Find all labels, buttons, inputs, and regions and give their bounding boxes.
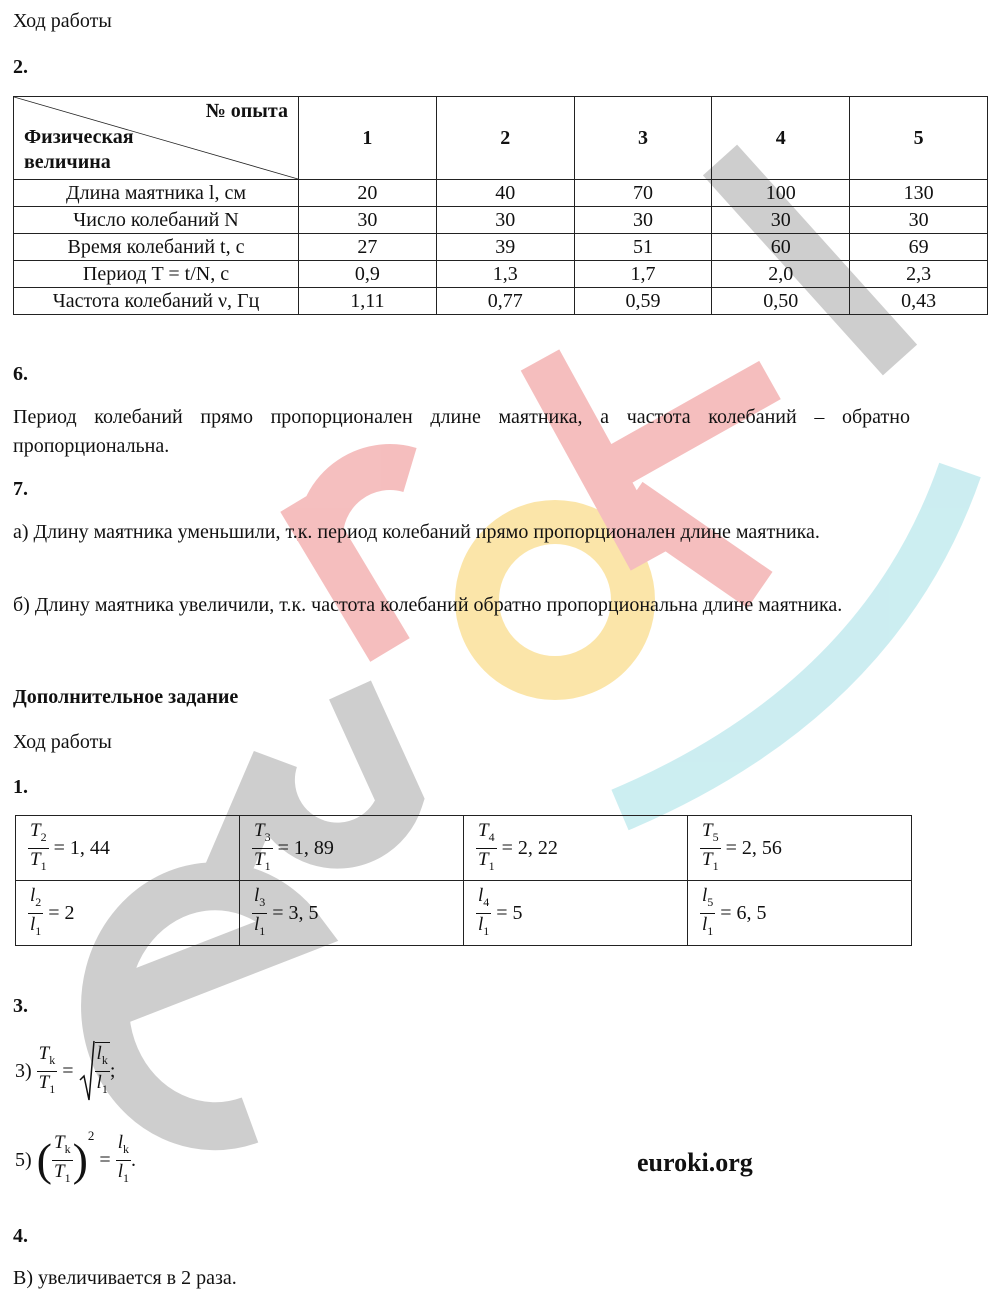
column-header: 5: [850, 97, 988, 180]
equals-sign: =: [99, 1148, 111, 1171]
column-header: 1: [299, 97, 437, 180]
ratio-cell: [464, 816, 688, 881]
equals-sign: =: [62, 1059, 74, 1082]
table-cell: 0,50: [712, 288, 850, 315]
item-number-2: 2.: [13, 56, 28, 78]
answer-4: В) увеличивается в 2 раза.: [13, 1267, 237, 1289]
exponent: 2: [87, 1128, 95, 1143]
ratio-value: = 1, 89: [277, 836, 334, 859]
fraction: $\frac{l_2}{l_1}$: [30, 884, 42, 938]
ratio-cell: [464, 881, 688, 946]
ratio-value: = 2, 56: [725, 836, 782, 859]
section7-answer-b: б) Длину маятника увеличили, т.к. частота колебаний обратно пропорциональна длине маятника.: [13, 594, 843, 616]
ratio-table: [15, 815, 912, 946]
fraction: $\frac{T_k}{T_1}$: [38, 1042, 56, 1096]
item-number-6: 6.: [13, 363, 28, 385]
site-label: euroki.org: [637, 1148, 753, 1177]
ratio-cell: [240, 881, 464, 946]
column-header: 2: [436, 97, 574, 180]
ratio-cell: [16, 881, 240, 946]
section7-answer-a: а) Длину маятника уменьшили, т.к. период колебаний прямо пропорционален длине маятника.: [13, 521, 820, 543]
table-cell: 39: [436, 234, 574, 261]
extra-work-title: Ход работы: [13, 731, 112, 753]
fraction: $\frac{T_3}{T_1}$: [254, 819, 271, 873]
row-label: Время колебаний t, с: [14, 234, 299, 261]
formula-3: [15, 1040, 115, 1102]
table-cell: 1,7: [574, 261, 712, 288]
table-cell: 1,3: [436, 261, 574, 288]
results-table: [13, 96, 988, 315]
ratio-cell: [240, 816, 464, 881]
row-label: Число колебаний N: [14, 207, 299, 234]
table-cell: 0,9: [299, 261, 437, 288]
table-header-row: [14, 97, 988, 180]
table-cell: 27: [299, 234, 437, 261]
table-cell: 30: [299, 207, 437, 234]
table-row: [14, 288, 988, 315]
header-quantity-label: [24, 125, 134, 175]
row-label: Частота колебаний ν, Гц: [14, 288, 299, 315]
fraction: $\frac{T_4}{T_1}$: [478, 819, 495, 873]
ratio-value: = 3, 5: [272, 901, 319, 924]
fraction: $\frac{l_3}{l_1}$: [254, 884, 266, 938]
left-paren: (: [36, 1134, 52, 1186]
table-cell: 100: [712, 180, 850, 207]
table-cell: 20: [299, 180, 437, 207]
table-cell: 30: [574, 207, 712, 234]
table-cell: 2,3: [850, 261, 988, 288]
column-header: 4: [712, 97, 850, 180]
header-experiment-label: № опыта: [205, 100, 288, 122]
fraction: $\frac{T_2}{T_1}$: [30, 819, 47, 873]
item-number-4: 4.: [13, 1225, 28, 1247]
table-row: [14, 234, 988, 261]
fraction: $\frac{l_k}{l_1}$: [117, 1132, 129, 1185]
row-label: Длина маятника l, см: [14, 180, 299, 207]
square-root: [79, 1040, 110, 1102]
column-header: 3: [574, 97, 712, 180]
table-cell: 30: [436, 207, 574, 234]
table-cell: 30: [850, 207, 988, 234]
ratio-value: = 5: [496, 901, 523, 924]
table-row: [14, 180, 988, 207]
formula-3-label: 3): [15, 1059, 32, 1082]
ratio-cell: [688, 881, 912, 946]
right-paren: ): [72, 1134, 88, 1186]
table-cell: 40: [436, 180, 574, 207]
ratio-value: = 2: [48, 901, 75, 924]
fraction: $\frac{l_4}{l_1}$: [478, 884, 490, 938]
table-cell: 0,43: [850, 288, 988, 315]
item-number-1: 1.: [13, 776, 28, 798]
ratio-value: = 1, 44: [53, 836, 110, 859]
table-row: [16, 881, 912, 946]
radical-sign: [79, 1040, 95, 1102]
item-number-3: 3.: [13, 995, 28, 1017]
table-row: [16, 816, 912, 881]
ratio-value: = 2, 22: [501, 836, 558, 859]
fraction: $\frac{l_k}{l_1}$: [95, 1042, 110, 1100]
period: .: [130, 1148, 136, 1171]
fraction: $\frac{l_5}{l_1}$: [702, 884, 714, 938]
table-row: [14, 207, 988, 234]
header-quantity-line2: величина: [24, 151, 111, 173]
ratio-cell: [16, 816, 240, 881]
table-cell: 130: [850, 180, 988, 207]
table-cell: 69: [850, 234, 988, 261]
formula-5-label: 5): [15, 1148, 32, 1171]
extra-task-title: Дополнительное задание: [13, 686, 239, 708]
semicolon: ;: [109, 1059, 116, 1082]
item-number-7: 7.: [13, 478, 28, 500]
fraction: $\frac{T_k}{T_1}$: [54, 1132, 71, 1185]
table-cell: 2,0: [712, 261, 850, 288]
table-cell: 60: [712, 234, 850, 261]
table-cell: 51: [574, 234, 712, 261]
ratio-cell: [688, 816, 912, 881]
ratio-value: = 6, 5: [720, 901, 767, 924]
section6-text: Период колебаний прямо пропорционален длине маятника, а частота колебаний – обратно пропорциональна.: [13, 406, 910, 457]
table-cell: 70: [574, 180, 712, 207]
header-quantity-line1: Физическая: [24, 126, 134, 148]
table-cell: 30: [712, 207, 850, 234]
work-title: Ход работы: [13, 10, 112, 32]
table-cell: 1,11: [299, 288, 437, 315]
table-cell: 0,59: [574, 288, 712, 315]
table-cell: 0,77: [436, 288, 574, 315]
table-row: [14, 261, 988, 288]
header-corner-cell: [14, 97, 299, 180]
formula-5: [15, 1128, 136, 1189]
fraction: $\frac{T_5}{T_1}$: [702, 819, 719, 873]
row-label: Период T = t/N, с: [14, 261, 299, 288]
